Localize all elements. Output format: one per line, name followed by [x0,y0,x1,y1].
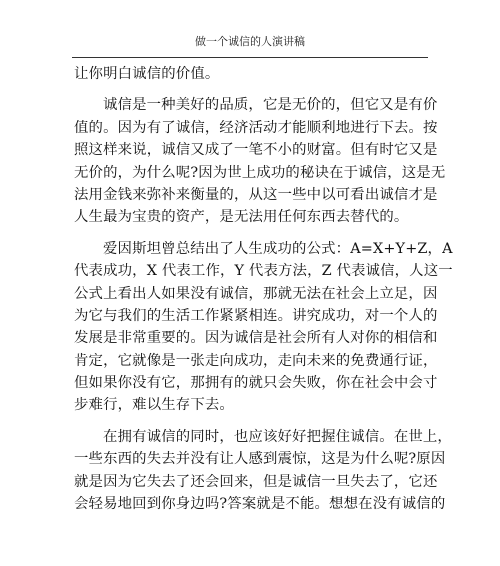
text-line: 一些东西的失去并没有让人感到震惊，这是为什么呢?原因 [74,451,446,468]
text-line: 但如果你没有它，那拥有的就只会失败，你在社会中会寸 [74,375,438,392]
text-line: 让你明白诚信的价值。 [74,66,220,82]
page-header-title: 做一个诚信的人演讲稿 [195,35,305,48]
text-line: 诚信是一种美好的品质，它是无价的，但它又是有价 [103,97,438,114]
paragraph-spacer [74,85,426,94]
text-line: 发展是非常重要的。因为诚信是社会所有人对你的相信和 [74,330,438,347]
text-line: 法用金钱来弥补来衡量的，从这一些中以可看出诚信才是 [74,186,438,203]
text-line: 步难行，难以生存下去。 [74,397,234,414]
paragraph-spacer [74,229,426,238]
paragraph [74,426,452,516]
text-line: 人生最为宝贵的资产，是无法用任何东西去替代的。 [74,209,409,226]
paragraph [74,63,426,85]
paragraph [74,238,453,417]
text-line: 公式上看出人如果没有诚信，那就无法在社会上立足，因 [74,285,438,302]
text-line: 为它与我们的生活工作紧紧相连。讲究成功，对一个人的 [74,307,438,324]
paragraph-spacer [74,417,426,426]
header-divider [72,57,428,58]
text-line: 值的。因为有了诚信，经济活动才能顺利地进行下去。按 [74,119,438,136]
text-line: 无价的，为什么呢?因为世上成功的秘诀在于诚信，这是无 [74,164,446,181]
text-line: 就是因为它失去了还会回来，但是诚信一旦失去了，它还 [74,473,438,490]
text-line: 会轻易地回到你身边吗?答案就是不能。想想在没有诚信的 [74,496,446,513]
text-line: 肯定，它就像是一张走向成功，走向未来的免费通行证， [74,352,438,369]
text-line: 照这样来说，诚信又成了一笔不小的财富。但有时它又是 [74,142,438,159]
article-body [74,63,453,515]
text-line: 在拥有诚信的同时，也应该好好把握住诚信。在世上， [103,428,452,445]
paragraph [74,94,446,228]
text-line: 代表成功，X 代表工作，Y 代表方法，Z 代表诚信，人这一 [74,263,453,280]
text-line: 爱因斯坦曾总结出了人生成功的公式：A=X+Y+Z，A [103,240,453,257]
